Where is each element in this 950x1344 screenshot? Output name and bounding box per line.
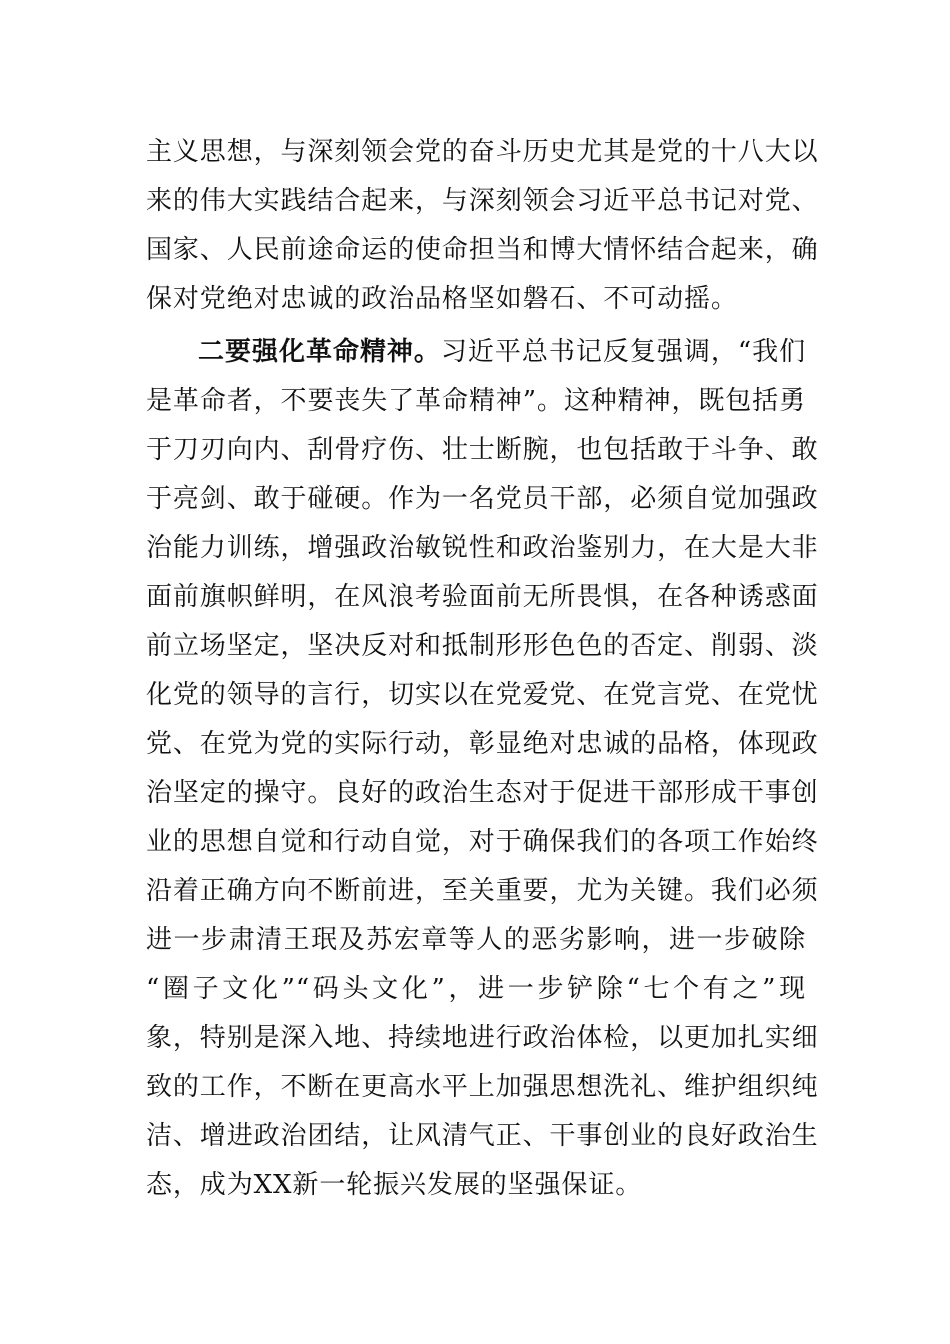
paragraph-2-line: 沿着正确方向不断前进，至关重要，尤为关键。我们必须 xyxy=(146,876,819,906)
paragraph-1-line: 国家、人民前途命运的使命担当和博大情怀结合起来，确 xyxy=(146,235,819,265)
paragraph-1-line: 保对党绝对忠诚的政治品格坚如磐石、不可动摇。 xyxy=(146,284,738,314)
paragraph-2-line: 前立场坚定，坚决反对和抵制形形色色的否定、削弱、淡 xyxy=(146,631,819,661)
paragraph-2-lead-heading: 二要强化革命精神。 xyxy=(198,337,441,367)
paragraph-2-line: 致的工作，不断在更高水平上加强思想洗礼、维护组织纯 xyxy=(146,1072,819,1102)
paragraph-2-line: 治坚定的操守。良好的政治生态对于促进干部形成干事创 xyxy=(146,778,819,808)
paragraph-2-line: 是革命者，不要丧失了革命精神”。这种精神，既包括勇 xyxy=(146,386,806,416)
paragraph-2 xyxy=(146,328,819,1210)
paragraph-2-line: 洁、增进政治团结，让风清气正、干事创业的良好政治生 xyxy=(146,1121,819,1151)
paragraph-2-line: 于刀刃向内、刮骨疗伤、壮士断腕，也包括敢于斗争、敢 xyxy=(146,435,819,465)
paragraph-2-line: “圈子文化”“码头文化”，进一步铲除“七个有之”现 xyxy=(146,974,806,1004)
paragraph-2-line: 治能力训练，增强政治敏锐性和政治鉴别力，在大是大非 xyxy=(146,533,819,563)
paragraph-2-line: 化党的领导的言行，切实以在党爱党、在党言党、在党忧 xyxy=(146,680,819,710)
paragraph-2-line: 态，成为XX新一轮振兴发展的坚强保证。 xyxy=(146,1170,643,1200)
paragraph-1 xyxy=(146,128,819,324)
paragraph-2-first-line-text: 习近平总书记反复强调，“我们 xyxy=(440,337,806,367)
paragraph-2-first-line xyxy=(146,328,806,377)
paragraph-2-line: 党、在党为党的实际行动，彰显绝对忠诚的品格，体现政 xyxy=(146,729,819,759)
paragraph-2-line: 象，特别是深入地、持续地进行政治体检，以更加扎实细 xyxy=(146,1023,819,1053)
paragraph-1-line: 来的伟大实践结合起来，与深刻领会习近平总书记对党、 xyxy=(146,186,819,216)
paragraph-2-line: 于亮剑、敢于碰硬。作为一名党员干部，必须自觉加强政 xyxy=(146,484,819,514)
paragraph-2-line: 面前旗帜鲜明，在风浪考验面前无所畏惧，在各种诱惑面 xyxy=(146,582,819,612)
paragraph-1-line: 主义思想，与深刻领会党的奋斗历史尤其是党的十八大以 xyxy=(146,137,819,167)
paragraph-2-line: 进一步肃清王珉及苏宏章等人的恶劣影响，进一步破除 xyxy=(146,925,806,955)
paragraph-2-line: 业的思想自觉和行动自觉，对于确保我们的各项工作始终 xyxy=(146,827,819,857)
